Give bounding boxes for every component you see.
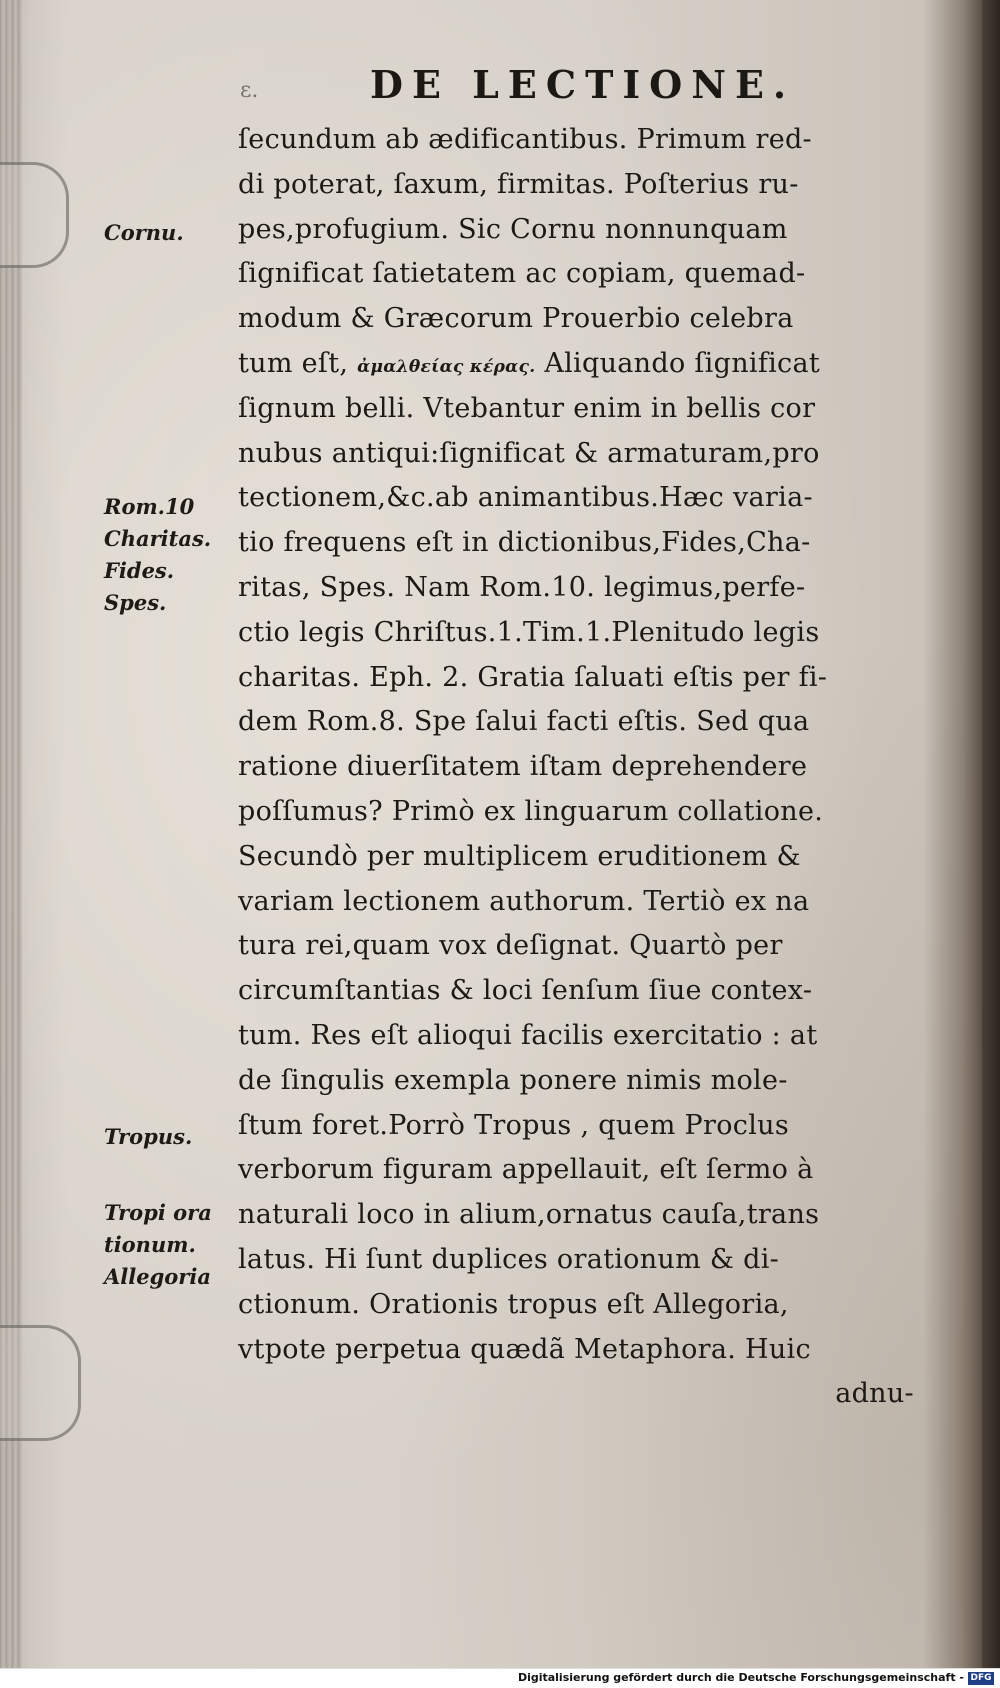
text-line: tura rei,quam vox deſignat. Quartò per [238,930,783,962]
body-text [238,118,918,1417]
text-line: ritas, Spes. Nam Rom.10. legimus,perfe- [238,571,806,603]
text-line: nubus antiqui:ſignificat & armaturam,pro [238,437,820,469]
text-line: pes,profugium. Sic Cornu nonnunquam [238,213,788,245]
page-clip-bottom [0,1325,81,1441]
text-line: ſignum belli. Vtebantur enim in bellis cor [238,392,816,424]
text-line-start: tum eſt, [238,347,349,379]
page-clip-top [0,162,69,268]
marginal-note-tropi-ora: Tropi ora [104,1200,212,1225]
funding-credit: Digitalisierung gefördert durch die Deutsche Forschungsgemeinschaft - [517,1671,964,1684]
marginal-note-tionum: tionum. [104,1232,196,1257]
text-line: latus. Hi ſunt duplices orationum & di- [238,1243,780,1275]
text-line: variam lectionem authorum. Tertiò ex na [238,885,810,917]
greek-phrase: ἀμαλθείας κέρας. [357,356,536,377]
text-line-greek [238,342,918,387]
text-line: ratione diuerſitatem iſtam deprehendere [238,751,808,783]
marginal-note-spes: Spes. [104,590,167,615]
marginal-note-rom10: Rom.10 [104,494,195,519]
running-title: DE LECTIONE. [370,62,796,107]
text-line: circumſtantias & loci ſenſum ſiue contex- [238,975,813,1007]
text-line: ſecundum ab ædificantibus. Primum red- [238,124,812,155]
digitization-footer [0,1668,1000,1688]
catchword: adnu- [835,1378,914,1410]
text-line: Secundò per multiplicem eruditionem & [238,840,801,872]
text-line-rest: Aliquando ſignificat [544,347,821,379]
text-line: ctionum. Orationis tropus eſt Allegoria, [238,1288,789,1320]
text-line: tio frequens eſt in dictionibus,Fides,Cha- [238,527,811,559]
text-line: di poterat, ſaxum, firmitas. Poſterius ru- [238,168,799,200]
text-line: ctio legis Chriſtus.1.Tim.1.Plenitudo legis [238,616,820,648]
text-line: de ſingulis exempla ponere nimis mole- [238,1064,788,1096]
book-cover-edge [982,0,1000,1668]
text-line: charitas. Eph. 2. Gratia ſaluati eſtis per fi- [238,661,828,693]
marginal-note-allegoria: Allegoria [104,1264,211,1289]
dfg-logo-icon: DFG [968,1672,994,1685]
marginal-note-charitas: Charitas. [104,526,212,551]
text-line: poſſumus? Primò ex linguarum collatione. [238,795,824,827]
text-line: ſignificat ſatietatem ac copiam, quemad- [238,258,806,290]
text-line: naturali loco in alium,ornatus cauſa,trans [238,1199,820,1231]
marginal-note-tropus: Tropus. [104,1124,193,1149]
text-line: tectionem,&c.ab animantibus.Hæc varia- [238,482,813,514]
text-line: modum & Græcorum Prouerbio celebra [238,303,794,335]
text-line: verborum figuram appellauit, eſt ſermo à [238,1154,814,1186]
text-line: tum. Res eſt alioqui facilis exercitatio : at [238,1019,818,1051]
text-line: vtpote perpetua quædã Metaphora. Huic [238,1333,811,1365]
stray-mark: ε. [240,78,259,103]
text-line: ſtum foret.Porrò Tropus , quem Proclus [238,1109,789,1141]
text-line: dem Rom.8. Spe ſalui facti eſtis. Sed qua [238,706,810,738]
marginal-note-fides: Fides. [104,558,175,583]
marginal-note-cornu: Cornu. [104,220,184,245]
